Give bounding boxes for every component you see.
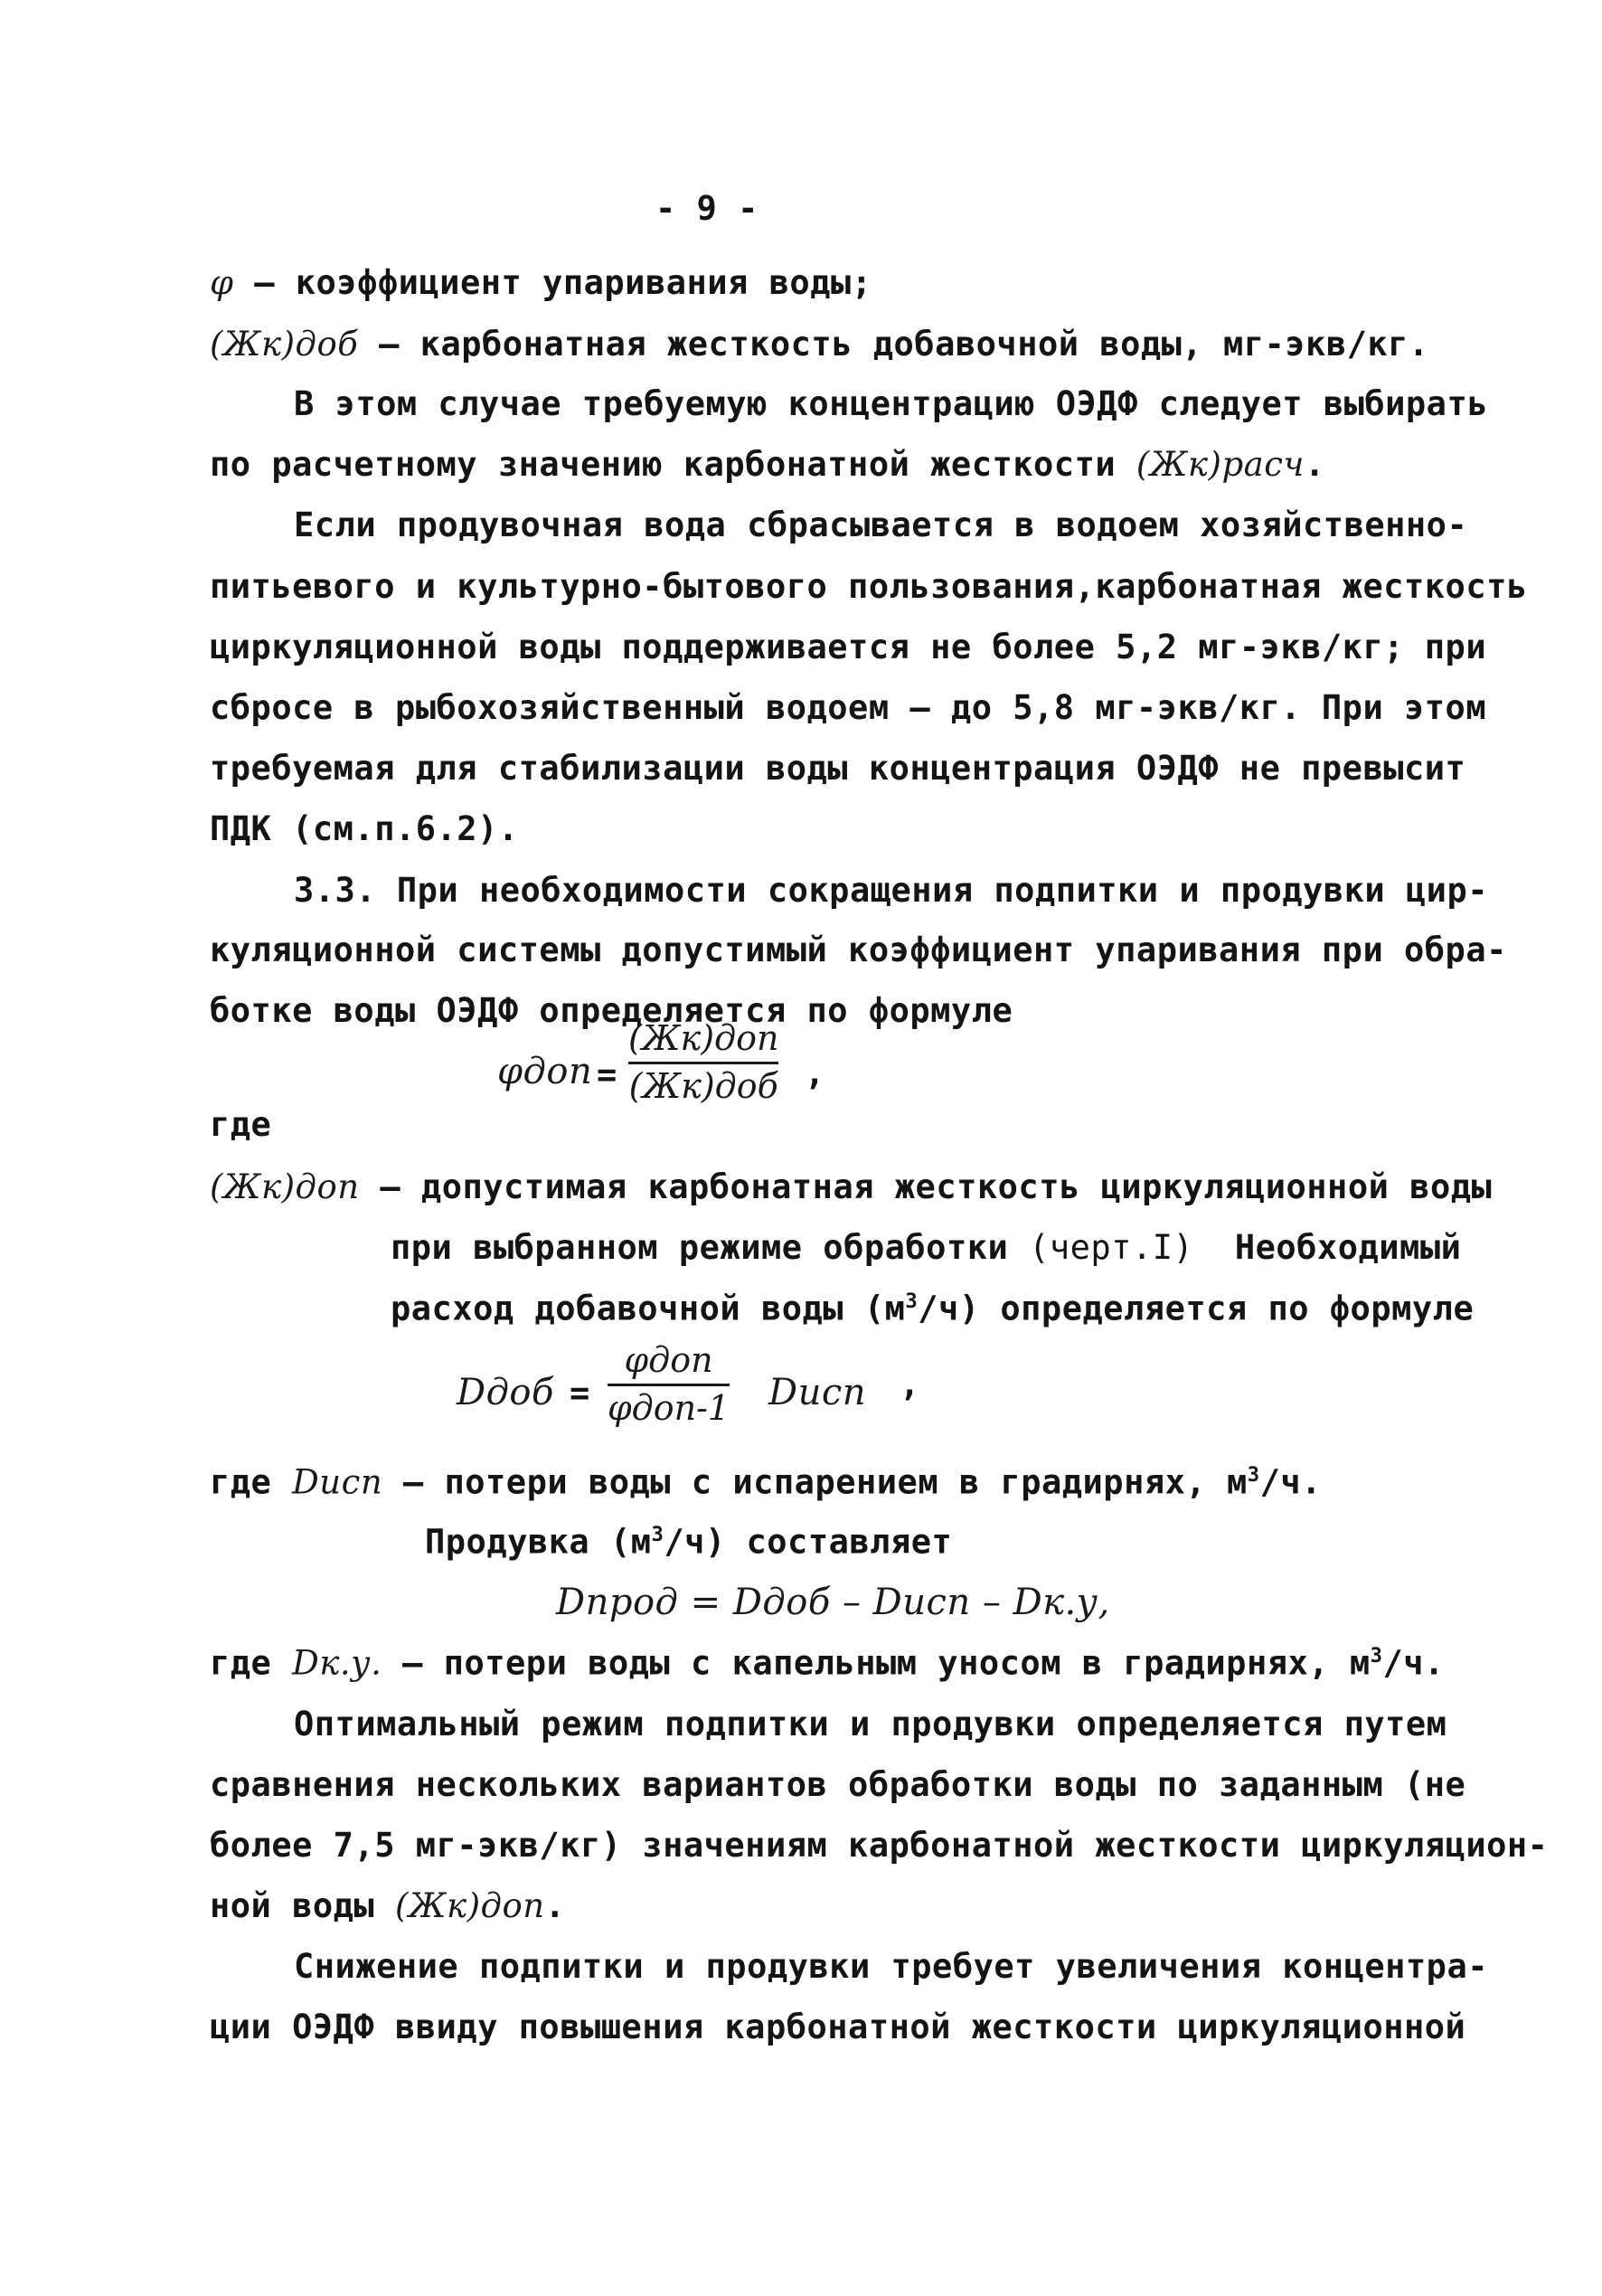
definition-d-ku [210, 1643, 1445, 1683]
definition-zhk-dop-line-1 [210, 1167, 1493, 1206]
formula2-comma: , [900, 1365, 920, 1403]
formula1-numerator: (Жк)доп [628, 1018, 779, 1058]
formula2-lhs: Dдоб [457, 1372, 554, 1413]
para-produv-line-2: питьевого и культурно-бытового пользования,карбонатная жесткость [210, 567, 1528, 606]
produvka-text-a: Продувка (м [425, 1522, 652, 1562]
formula1-fraction-bar [628, 1062, 778, 1064]
formula2-denominator: φдоп-1 [608, 1387, 730, 1428]
formula1-fraction [628, 1020, 778, 1106]
definition-d-isp [210, 1462, 1322, 1502]
formula3: Dпрод = Dдоб – Dисп – Dк.у, [556, 1582, 1110, 1623]
definition-zhk-dop-line-3a: расход добавочной воды (м [391, 1289, 906, 1328]
definition-phi-text: – коэффициент упаривания воды; [233, 263, 872, 302]
para-produv-line-5: требуемая для стабилизации воды концентрация ОЭДФ не превысит [210, 749, 1466, 788]
para-last-line-2: ции ОЭДФ ввиду повышения карбонатной жесткости циркуляционной [210, 2008, 1466, 2046]
para-last-line-1: Снижение подпитки и продувки требует увеличения концентра- [294, 1947, 1489, 1986]
section-3-3-line-2: куляционной системы допустимый коэффициент упаривания при обра- [210, 931, 1507, 969]
definition-zhk-dop-line-3 [391, 1289, 1475, 1328]
definition-zhk-dop-line-2 [391, 1228, 1462, 1267]
zhk-dob-symbol: (Жк)доб [210, 325, 359, 364]
definition-d-ku-unit: /ч. [1382, 1643, 1445, 1683]
definition-zhk-dob [210, 325, 1429, 364]
page-number: - 9 - [655, 189, 759, 228]
formula2-equals: = [570, 1374, 590, 1413]
zhk-dop-symbol: (Жк)доп [394, 1886, 545, 1925]
definition-zhk-dop-text: – допустимая карбонатная жесткость циркуляционной воды [359, 1167, 1493, 1206]
section-3-3-line-3: ботке воды ОЭДФ определяется по формуле [210, 991, 1013, 1030]
cube-superscript: 3 [905, 1290, 919, 1313]
para-optimal-line-2: сравнения нескольких вариантов обработки воды по заданным (не [210, 1765, 1466, 1804]
formula1-lhs: φдоп [497, 1051, 593, 1092]
formula2-rhs: Dисп [768, 1372, 866, 1413]
para-produv-line-6: ПДК (см.п.6.2). [210, 809, 519, 848]
formula2-numerator: φдоп [624, 1340, 713, 1380]
cube-superscript: 3 [1247, 1463, 1260, 1487]
definition-d-isp-text: – потери воды с испарением в градирнях, м [382, 1462, 1248, 1502]
definition-zhk-dop-line-2a: при выбранном режиме обработки [391, 1228, 1030, 1267]
para-raschet-end: . [1304, 445, 1325, 484]
drawing-reference: (черт.I) [1029, 1228, 1194, 1267]
cube-superscript: 3 [651, 1523, 664, 1546]
para-raschet-text: по расчетному значению карбонатной жесткости [210, 445, 1136, 484]
formula1-equals: = [597, 1055, 617, 1094]
para-produv-line-1: Если продувочная вода сбрасывается в водоем хозяйственно- [294, 505, 1468, 544]
definition-d-isp-unit: /ч. [1259, 1462, 1322, 1502]
para-optimal-end: . [544, 1886, 566, 1925]
definition-zhk-dob-text: – карбонатная жесткость добавочной воды, мг-экв/кг. [358, 325, 1429, 364]
definition-d-ku-text: – потери воды с капельным уносом в градирнях, м [382, 1643, 1371, 1683]
d-ku-symbol: Dк.у. [292, 1643, 382, 1683]
para-optimal-line-1: Оптимальный режим подпитки и продувки определяется путем [294, 1705, 1447, 1743]
d-isp-symbol: Dисп [292, 1462, 383, 1502]
cube-superscript: 3 [1370, 1644, 1383, 1668]
formula2-fraction-bar [608, 1384, 730, 1386]
zhk-rasch-symbol: (Жк)расч [1136, 445, 1305, 484]
formula1-denominator: (Жк)доб [628, 1065, 778, 1106]
para-optimal-line-4-text: ной воды [210, 1886, 395, 1925]
para-produv-line-4: сбросе в рыбохозяйственный водоем – до 5,8 мг-экв/кг. При этом [210, 688, 1487, 727]
definition-phi [210, 263, 872, 302]
definition-zhk-dop-line-2c: Необходимый [1193, 1228, 1462, 1267]
produvka-text-b: /ч) составляет [664, 1522, 953, 1562]
formula2-fraction [608, 1342, 730, 1428]
where-label-3: где [210, 1643, 293, 1683]
formula1-comma: , [805, 1054, 825, 1092]
where-label-1: где [210, 1105, 272, 1144]
where-label-2: где [210, 1462, 293, 1502]
phi-symbol: φ [210, 263, 234, 302]
para-raschet-line-1: В этом случае требуемую концентрацию ОЭДФ следует выбирать [294, 384, 1489, 423]
section-3-3-line-1: 3.3. При необходимости сокращения подпитки и продувки цир- [294, 871, 1489, 910]
produvka-line [425, 1522, 953, 1562]
para-optimal-line-4 [210, 1886, 566, 1925]
para-raschet-line-2 [210, 445, 1325, 484]
para-produv-line-3: циркуляционной воды поддерживается не более 5,2 мг-экв/кг; при [210, 628, 1487, 666]
definition-zhk-dop-line-3b: /ч) определяется по формуле [918, 1289, 1475, 1328]
para-optimal-line-3: более 7,5 мг-экв/кг) значениям карбонатной жесткости циркуляцион- [210, 1826, 1549, 1865]
zhk-dop-symbol: (Жк)доп [210, 1167, 360, 1206]
